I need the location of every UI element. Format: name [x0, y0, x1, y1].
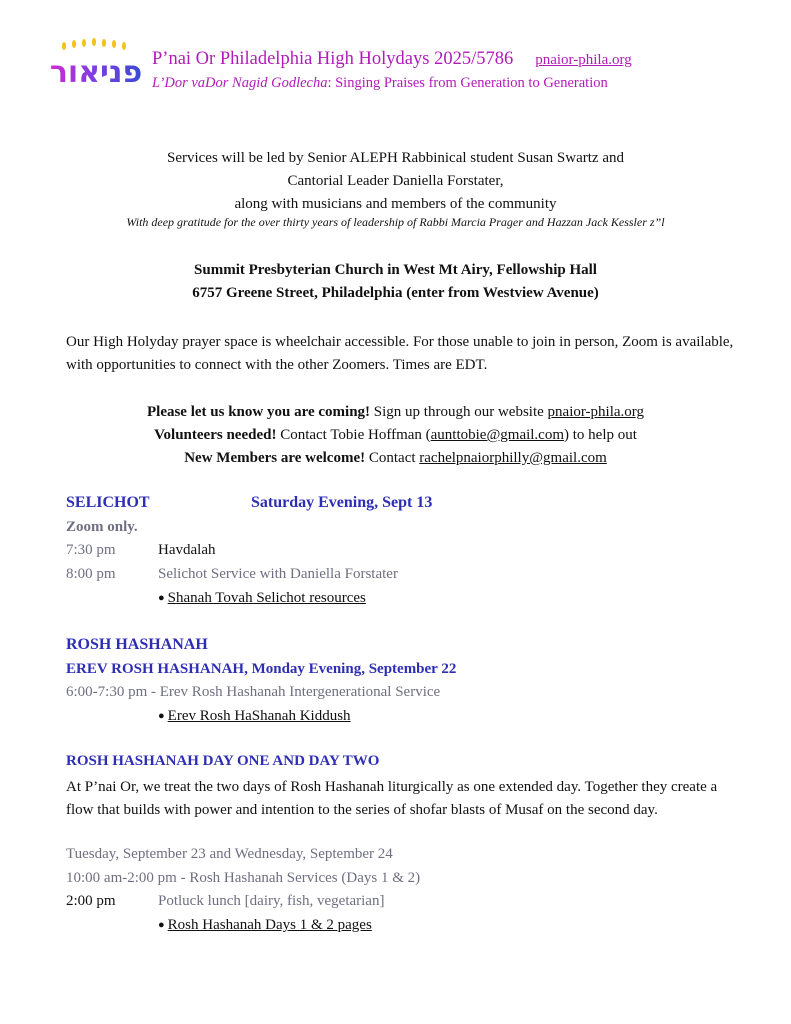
intro-line-1: Services will be led by Senior ALEPH Rabbinical student Susan Swartz and [166, 150, 624, 166]
erev-heading: EREV ROSH HASHANAH, Monday Evening, September 22 [66, 661, 457, 677]
selichot-link-text[interactable]: Shanah Tovah Selichot resources [167, 590, 366, 606]
days-services: 10:00 am-2:00 pm - Rosh Hashanah Services (Days 1 & 2) [66, 870, 421, 886]
row-desc: Potluck lunch [dairy, fish, vegetarian] [158, 893, 385, 909]
signup-bold: Please let us know you are coming! [146, 404, 371, 420]
days-heading: ROSH HASHANAH DAY ONE AND DAY TWO [66, 753, 380, 769]
row-desc: Selichot Service with Daniella Forstater [158, 566, 398, 582]
row-desc: Havdalah [158, 542, 216, 558]
signup-line [0, 401, 791, 424]
selichot-note: Zoom only. [66, 519, 138, 535]
contact-block [0, 401, 791, 470]
bullet-icon: ● [158, 919, 165, 931]
intro-line-3: along with musicians and members of the community [234, 196, 557, 212]
selichot-resources-link[interactable] [158, 590, 366, 607]
selichot-row [66, 566, 398, 583]
header-title-line [152, 49, 632, 70]
erev-line: 6:00-7:30 pm - Erev Rosh Hashanah Intergenerational Service [66, 684, 441, 700]
selichot-row [66, 542, 215, 559]
erev-kiddush-link[interactable] [158, 708, 351, 725]
volunteer-line [0, 424, 791, 447]
volunteer-text-2: ) to help out [564, 427, 637, 443]
selichot-heading: SELICHOT [66, 494, 150, 511]
days-pages-link[interactable] [158, 917, 372, 934]
page-title: P’nai Or Philadelphia High Holydays 2025/5786 [152, 49, 514, 69]
bullet-icon: ● [158, 592, 165, 604]
new-members-bold: New Members are welcome! [184, 450, 366, 466]
row-time: 2:00 pm [66, 893, 116, 909]
volunteer-email-link[interactable]: aunttobie@gmail.com [430, 427, 565, 443]
new-members-text: Contact [365, 450, 420, 466]
bullet-icon: ● [158, 710, 165, 722]
intro-line-2: Cantorial Leader Daniella Forstater, [287, 173, 504, 189]
volunteer-bold: Volunteers needed! [154, 427, 277, 443]
svg-text:פניאור: פניאור [50, 55, 142, 90]
volunteer-text-1: Contact Tobie Hoffman ( [276, 427, 431, 443]
tagline-rest: : Singing Praises from Generation to Generation [327, 75, 608, 91]
selichot-date: Saturday Evening, Sept 13 [251, 494, 433, 511]
website-link[interactable]: pnaior-phila.org [535, 52, 632, 68]
days-link-text[interactable]: Rosh Hashanah Days 1 & 2 pages [167, 917, 372, 933]
lunch-row [66, 893, 384, 910]
logo [50, 38, 142, 96]
menorah-logo-icon [50, 38, 142, 96]
days-dates: Tuesday, September 23 and Wednesday, September 24 [66, 846, 393, 862]
signup-text: Sign up through our website [370, 404, 548, 420]
rosh-heading: ROSH HASHANAH [66, 636, 208, 653]
intro-block [0, 147, 791, 216]
tagline [152, 75, 608, 92]
gratitude-note: With deep gratitude for the over thirty years of leadership of Rabbi Marcia Prager and Hazzan Jack Kessler z”l [126, 215, 665, 229]
signup-link[interactable]: pnaior-phila.org [547, 404, 645, 420]
venue-line-1: Summit Presbyterian Church in West Mt Airy, Fellowship Hall [194, 262, 597, 278]
new-members-email-link[interactable]: rachelpnaiorphilly@gmail.com [419, 450, 607, 466]
tagline-italic: L’Dor vaDor Nagid Godlecha [152, 75, 328, 91]
venue-block [0, 259, 791, 305]
row-time: 7:30 pm [66, 542, 116, 558]
row-time: 8:00 pm [66, 566, 116, 582]
erev-link-text[interactable]: Erev Rosh HaShanah Kiddush [167, 708, 351, 724]
days-text: At P’nai Or, we treat the two days of Rosh Hashanah liturgically as one extended day. Together they create a flow that builds with power and intention to the series of shofar blasts of Musaf on the second day. [66, 779, 718, 818]
venue-line-2: 6757 Greene Street, Philadelphia (enter from Westview Avenue) [192, 285, 599, 301]
accessibility-text: Our High Holyday prayer space is wheelchair accessible. For those unable to join in person, Zoom is available, with opportunities to connect with the other Zoomers. Times are EDT. [66, 334, 734, 373]
new-members-line [0, 447, 791, 470]
